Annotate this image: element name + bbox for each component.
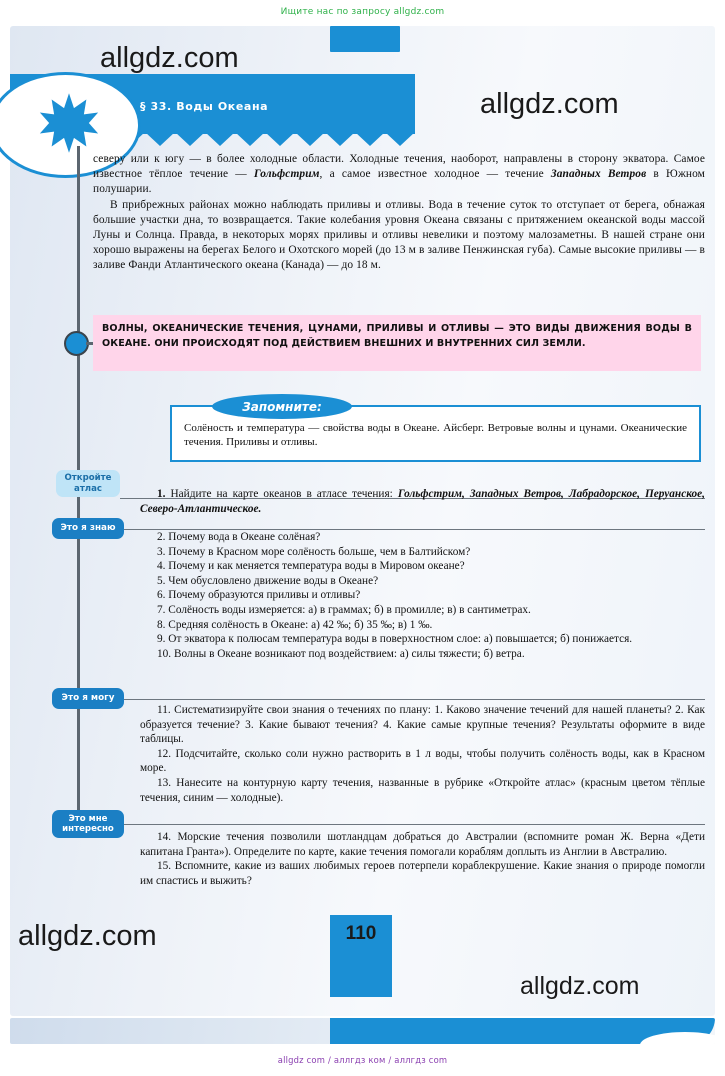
rubric-i-know-label: Это я знаю xyxy=(60,523,116,534)
bottom-banner xyxy=(10,1018,715,1044)
exercise-item-5: 5. Чем обусловлено движение воды в Океане? xyxy=(157,574,379,587)
footer-text[interactable]: allgdz com / аллгдз ком / аллгдз com xyxy=(277,1055,448,1065)
watermark-top-right: allgdz.com xyxy=(480,88,619,120)
exercise-item-2: 2. Почему вода в Океане солёная? xyxy=(157,531,321,543)
exercise-group-interesting xyxy=(140,830,705,888)
exercise-1-text: Найдите на карте океанов в атласе течения: xyxy=(165,488,398,500)
star-burst-icon xyxy=(38,92,100,154)
rubric-interesting-line2: интересно xyxy=(62,824,114,834)
para1-part-c: в Южном полушарии. xyxy=(93,168,705,196)
exercise-1-number: 1. xyxy=(157,488,166,500)
watermark-top-left: allgdz.com xyxy=(100,42,239,74)
exercise-item-14: 14. Морские течения позволили шотландцам добраться до Австралии (вспомните роман Ж. Верна «Дети капитана Гранта»). Определите по карте, какие течения помогали кораблям доплыть из Англии в Австралию. xyxy=(140,831,705,858)
exercise-group-know xyxy=(140,530,705,661)
top-promo-strip xyxy=(0,0,725,24)
rubric-i-know[interactable] xyxy=(52,518,124,539)
remember-text: Солёность и температура — свойства воды в Океане. Айсберг. Ветровые волны и цунами. Океанические течения. Приливы и отливы. xyxy=(184,422,687,449)
rubric-i-can-label: Это я могу xyxy=(61,693,115,704)
rubric-open-atlas[interactable] xyxy=(56,470,120,497)
exercise-item-13: 13. Нанесите на контурную карту течения, названные в рубрике «Откройте атлас» (красным цветом тёплые течения, синим — холодные). xyxy=(140,776,705,804)
rubric-interesting-line1: Это мне xyxy=(68,813,108,824)
top-blue-tab xyxy=(330,26,400,52)
rubric-open-atlas-line2: атлас xyxy=(74,483,102,494)
exercise-item-9: 9. От экватора к полюсам температура воды в поверхностном слое: а) повышается; б) понижается. xyxy=(157,633,633,646)
page-number-block xyxy=(330,915,392,997)
page-number: 110 xyxy=(345,923,377,944)
exercise-item-11: 11. Систематизируйте свои знания о течениях по плану: 1. Каково значение течений для нашей планеты? 2. Как образуется течение? 3. Какие бывают течения? 4. Какие самые крупные течения? Результаты оформите в виде таблицы. xyxy=(140,704,705,746)
exercise-item-8: 8. Средняя солёность в Океане: а) 42 ‰; б) 35 ‰; в) 1 ‰. xyxy=(157,618,433,631)
rubric-open-atlas-line1: Откройте xyxy=(64,473,112,483)
para1-part-a: северу или к югу — в более холодные области. Холодные течения, наоборот, направлены в сторону экватора. Самое известное тёплое течение — xyxy=(93,153,705,181)
key-statement-text: ВОЛНЫ, ОКЕАНИЧЕСКИЕ ТЕЧЕНИЯ, ЦУНАМИ, ПРИЛИВЫ И ОТЛИВЫ — ЭТО ВИДЫ ДВИЖЕНИЯ ВОДЫ В ОКЕАНЕ. ОНИ ПРОИСХОДЯТ ПОД ДЕЙСТВИЕМ ВНЕШНИХ И ВНУТРЕННИХ СИЛ ЗЕМЛИ. xyxy=(102,323,692,349)
rubric-divider-interesting xyxy=(124,824,705,825)
key-statement-box xyxy=(93,315,701,371)
rubric-i-can[interactable] xyxy=(52,688,124,709)
exercise-group-can xyxy=(140,703,705,805)
exercise-item-15: 15. Вспомните, какие из ваших любимых героев потерпели кораблекрушение. Какие знания о природе помогли им спастись и выжить? xyxy=(140,860,705,887)
rubric-interesting[interactable] xyxy=(52,810,124,838)
top-promo-text: Ищите нас по запросу allgdz.com xyxy=(280,7,445,17)
exercise-1-currents: Гольфстрим, Западных Ветров, Лабрадорское, Перуанское, Северо-Атлантическое. xyxy=(140,488,705,515)
term-west-winds: Западных Ветров xyxy=(550,168,647,181)
remember-label: Запомните: xyxy=(242,399,322,414)
remember-label-pill xyxy=(212,394,352,419)
footer-links[interactable] xyxy=(0,1050,725,1068)
body-text-column xyxy=(93,152,705,274)
exercise-item-10: 10. Волны в Океане возникают под воздействием: а) силы тяжести; б) ветра. xyxy=(157,647,525,660)
exercise-item-4: 4. Почему и как меняется температура воды в Мировом океане? xyxy=(157,560,465,573)
exercise-item-3: 3. Почему в Красном море солёность больше, чем в Балтийском? xyxy=(157,545,471,558)
term-gulfstream: Гольфстрим xyxy=(253,168,320,181)
exercise-item-1 xyxy=(140,487,705,516)
watermark-bottom-left: allgdz.com xyxy=(18,920,157,952)
paragraph-2: В прибрежных районах можно наблюдать приливы и отливы. Вода в течение суток то отступает от берега, обнажая большие участки дна, то возвращается. Такие колебания уровня Океана связаны с притяжением океанской воды массой Луны и Солнца. Правда, в некоторых морях приливы и отливы невелики и поэтому малозаметны. В нашей стране они хорошо выражены на берегах Белого и Охотского морей (до 13 м в заливе Пенжинская губа). Самые высокие приливы — в заливе Фанди Атлантического океана (Канада) — до 18 м. xyxy=(93,198,705,272)
exercise-group-atlas xyxy=(140,487,705,516)
page-title: § 33. Воды Океана xyxy=(140,100,269,113)
paragraph-1 xyxy=(93,152,705,198)
exercise-item-12: 12. Подсчитайте, сколько соли нужно растворить в 1 л воды, чтобы получить солёность воды, как в Красном море. xyxy=(140,747,705,775)
para1-part-b: , а самое известное холодное — течение xyxy=(319,168,551,181)
watermark-bottom-right: allgdz.com xyxy=(520,972,640,1000)
exercise-item-6: 6. Почему образуются приливы и отливы? xyxy=(157,589,361,602)
exercise-item-7: 7. Солёность воды измеряется: а) в граммах; б) в промилле; в) в сантиметрах. xyxy=(157,603,531,616)
rubric-divider-can xyxy=(124,699,705,700)
